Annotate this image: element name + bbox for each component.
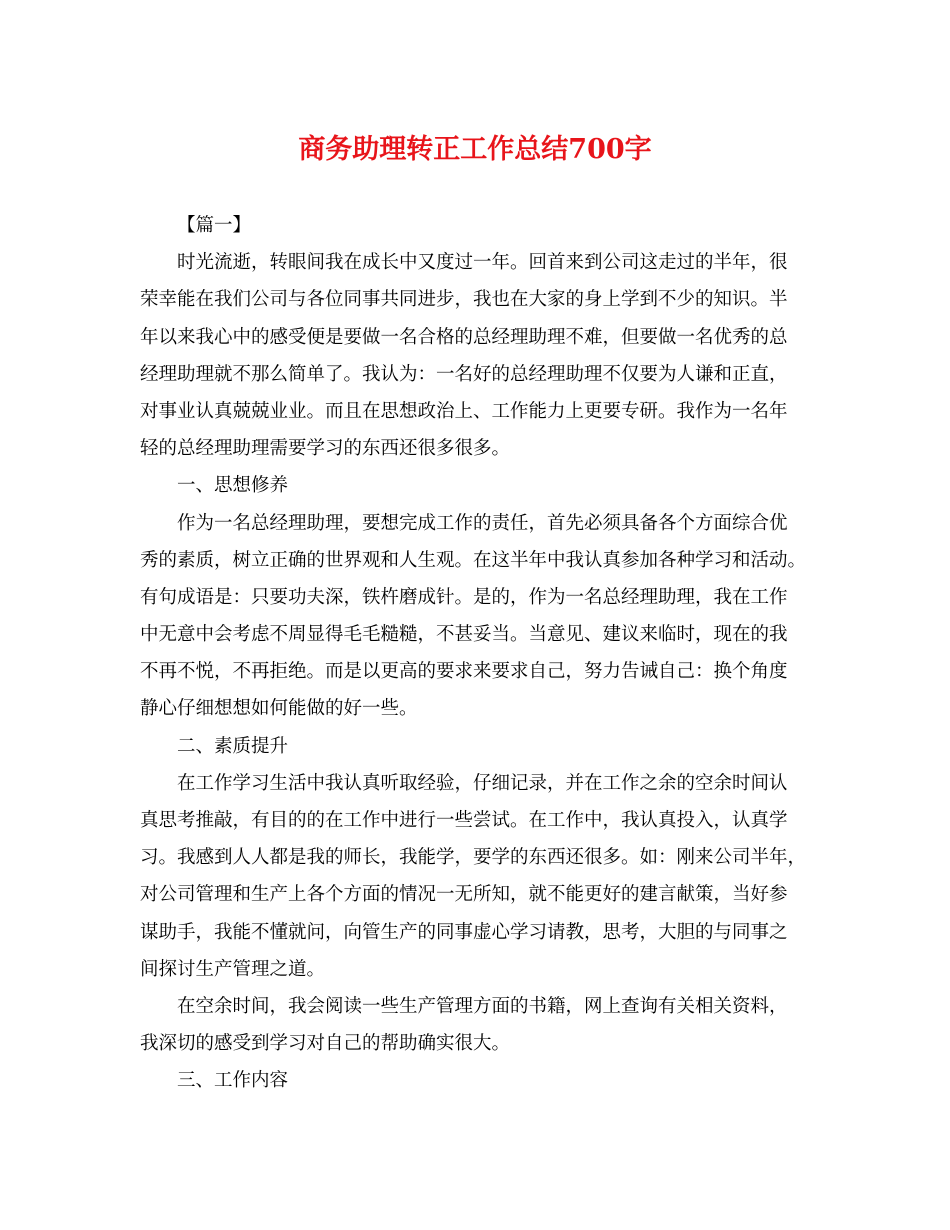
text-line: 时光流逝，转眼间我在成长中又度过一年。回首来到公司这走过的半年，很 [177, 252, 788, 274]
text-line: 荣幸能在我们公司与各位同事共同进步，我也在大家的身上学到不少的知识。半 [140, 289, 788, 311]
text-line: 经理助理就不那么简单了。我认为：一名好的总经理助理不仅要为人谦和正直， [140, 363, 788, 385]
text-line: 有句成语是：只要功夫深，铁杵磨成针。是的，作为一名总经理助理，我在工作 [140, 586, 788, 608]
document-title: 商务助理转正工作总结700字 [298, 134, 652, 165]
text-line: 不再不悦，不再拒绝。而是以更高的要求来要求自己，努力告诫自己：换个角度 [140, 661, 788, 683]
text-line: 静心仔细想想如何能做的好一些。 [140, 698, 418, 720]
text-line: 真思考推敲，有目的的在工作中进行一些尝试。在工作中，我认真投入，认真学 [140, 810, 788, 831]
text-line: 对事业认真兢兢业业。而且在思想政治上、工作能力上更要专研。我作为一名年 [140, 400, 788, 422]
text-line: 轻的总经理助理需要学习的东西还很多很多。 [140, 438, 511, 460]
text-line: 【篇一】 [177, 215, 252, 236]
text-line: 一、思想修养 [177, 475, 289, 497]
text-line: 谋助手，我能不懂就问，向管生产的同事虚心学习请教，思考，大胆的与同事之 [140, 921, 788, 943]
text-line: 秀的素质，树立正确的世界观和人生观。在这半年中我认真参加各种学习和活动。 [140, 549, 807, 571]
text-line: 中无意中会考虑不周显得毛毛糙糙，不甚妥当。当意见、建议来临时，现在的我 [140, 624, 788, 646]
text-line: 间探讨生产管理之道。 [140, 958, 326, 980]
text-line: 在工作学习生活中我认真听取经验，仔细记录，并在工作之余的空余时间认 [177, 772, 788, 794]
text-line: 习。我感到人人都是我的师长，我能学，要学的东西还很多。如：刚来公司半年， [140, 847, 807, 869]
text-line: 三、工作内容 [177, 1070, 289, 1092]
text-line: 我深切的感受到学习对自己的帮助确实很大。 [140, 1033, 511, 1055]
text-line: 作为一名总经理助理，要想完成工作的责任，首先必须具备各个方面综合优 [177, 512, 788, 534]
document-body [140, 207, 810, 1100]
text-line: 年以来我心中的感受便是要做一名合格的总经理助理不难，但要做一名优秀的总 [140, 326, 788, 348]
text-line: 对公司管理和生产上各个方面的情况一无所知，就不能更好的建言献策，当好参 [140, 884, 788, 906]
text-line: 二、素质提升 [177, 735, 289, 757]
text-line: 在空余时间，我会阅读一些生产管理方面的书籍，网上查询有关相关资料， [177, 995, 788, 1017]
